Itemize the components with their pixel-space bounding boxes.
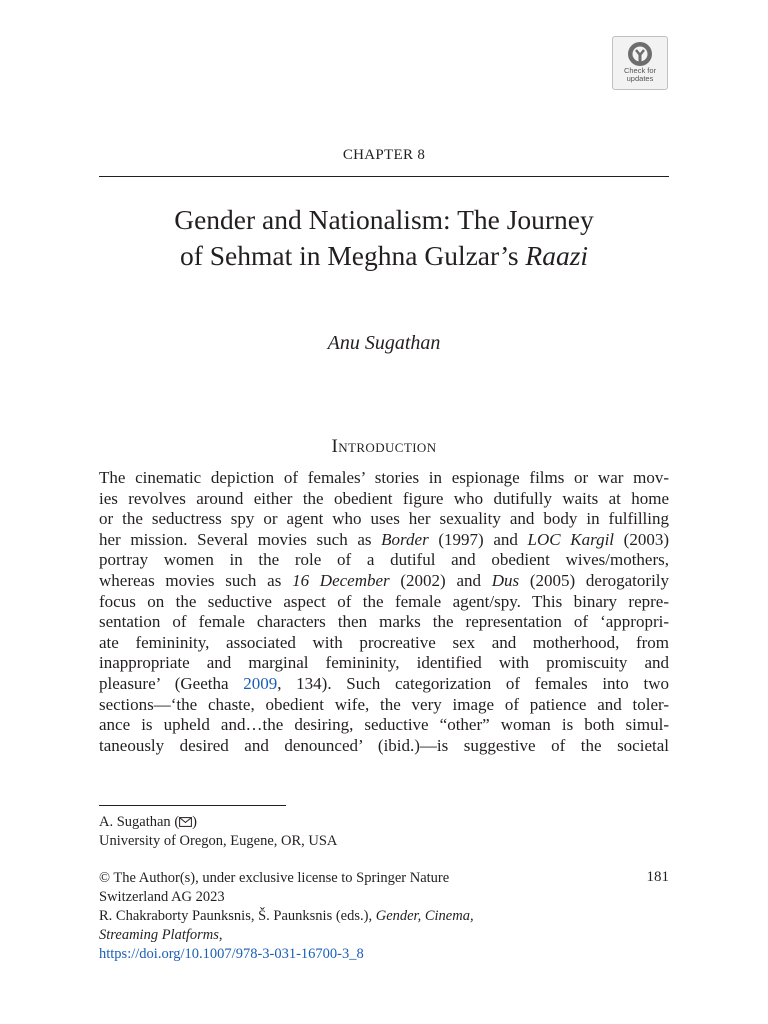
badge-label-line1: Check for <box>623 66 657 75</box>
film-title: LOC Kargil <box>527 529 615 549</box>
footnote-author-name: A. Sugathan <box>99 814 171 830</box>
paragraph-line: taneously desired and denounced’ (ibid.)—is suggestive of the societal <box>99 735 669 755</box>
paragraph-line: focus on the seductive aspect of the female agent/spy. This binary repre- <box>99 591 669 611</box>
film-title: Border <box>381 529 429 549</box>
film-title: 16 December <box>292 570 390 590</box>
text-run: , 134). Such categorization of females into two <box>277 673 669 693</box>
doi-link[interactable]: https://doi.org/10.1007/978-3-031-16700-3_8 <box>99 946 364 962</box>
paragraph-line: portray women in the role of a dutiful and obedient wives/mothers, <box>99 550 669 570</box>
paragraph-line: sentation of female characters then marks the representation of ‘appropri- <box>99 612 669 632</box>
section-heading: Introduction <box>331 436 437 457</box>
chapter-title <box>99 202 669 274</box>
paragraph-line <box>99 674 669 695</box>
book-title-suffix: , <box>218 927 223 943</box>
book-title-part-2: Streaming Platforms <box>99 927 219 943</box>
paragraph-line: ate femininity, associated with procreative sex and motherhood, from <box>99 632 669 652</box>
author-affiliation: University of Oregon, Eugene, OR, USA <box>99 833 338 849</box>
chapter-label: CHAPTER 8 <box>342 147 426 163</box>
title-line-2 <box>99 238 669 274</box>
author-footnote-name: A. Sugathan ( ) <box>99 814 197 830</box>
text-run: (2002) and <box>389 570 492 590</box>
envelope-icon[interactable] <box>179 817 192 827</box>
page-number: 181 <box>646 869 669 885</box>
film-title: Dus <box>491 570 520 590</box>
text-run: pleasure’ (Geetha <box>99 673 244 693</box>
editors-line <box>99 907 669 926</box>
book-title-part-1: Gender, Cinema, <box>375 908 474 924</box>
paragraph-line: ance is upheld and…the desiring, seductive “other” woman is both simul- <box>99 715 669 735</box>
paragraph-line: sections—‘the chaste, obedient wife, the very image of patience and toler- <box>99 694 669 714</box>
check-for-updates-icon <box>627 41 653 67</box>
text-run: whereas movies such as <box>99 570 293 590</box>
paragraph-line: inappropriate and marginal femininity, identified with promiscuity and <box>99 653 669 673</box>
citation-block <box>99 869 669 964</box>
footnote-rule <box>99 805 286 806</box>
citation-link-2009[interactable]: 2009 <box>243 673 278 693</box>
check-for-updates-badge[interactable] <box>612 36 668 90</box>
text-run: (1997) and <box>428 529 528 549</box>
text-run: (2005) derogatorily <box>519 570 669 590</box>
paragraph-line <box>99 530 669 551</box>
copyright-line-2: Switzerland AG 2023 <box>99 889 225 905</box>
intro-paragraph <box>99 468 669 756</box>
editors-text: R. Chakraborty Paunksnis, Š. Paunksnis (eds.), <box>99 908 376 924</box>
title-line-1: Gender and Nationalism: The Journey <box>174 204 594 235</box>
chapter-rule <box>99 176 669 177</box>
paragraph-line: ies revolves around either the obedient figure who dutifully waits at home <box>99 488 669 508</box>
badge-label-line2: updates <box>626 74 654 83</box>
book-title-line-2 <box>99 926 669 945</box>
title-film-name: Raazi <box>525 240 589 271</box>
title-line-2-text: of Sehmat in Meghna Gulzar’s <box>179 240 526 271</box>
paragraph-line <box>99 571 669 592</box>
text-run: her mission. Several movies such as <box>99 529 382 549</box>
text-run: (2003) <box>614 529 669 549</box>
paragraph-line: The cinematic depiction of females’ stories in espionage films or war mov- <box>99 468 669 487</box>
author-name: Anu Sugathan <box>327 332 441 354</box>
paragraph-line: or the seductress spy or agent who uses her sexuality and body in fulfilling <box>99 509 669 529</box>
copyright-line-1: © The Author(s), under exclusive license to Springer Nature <box>99 870 450 886</box>
